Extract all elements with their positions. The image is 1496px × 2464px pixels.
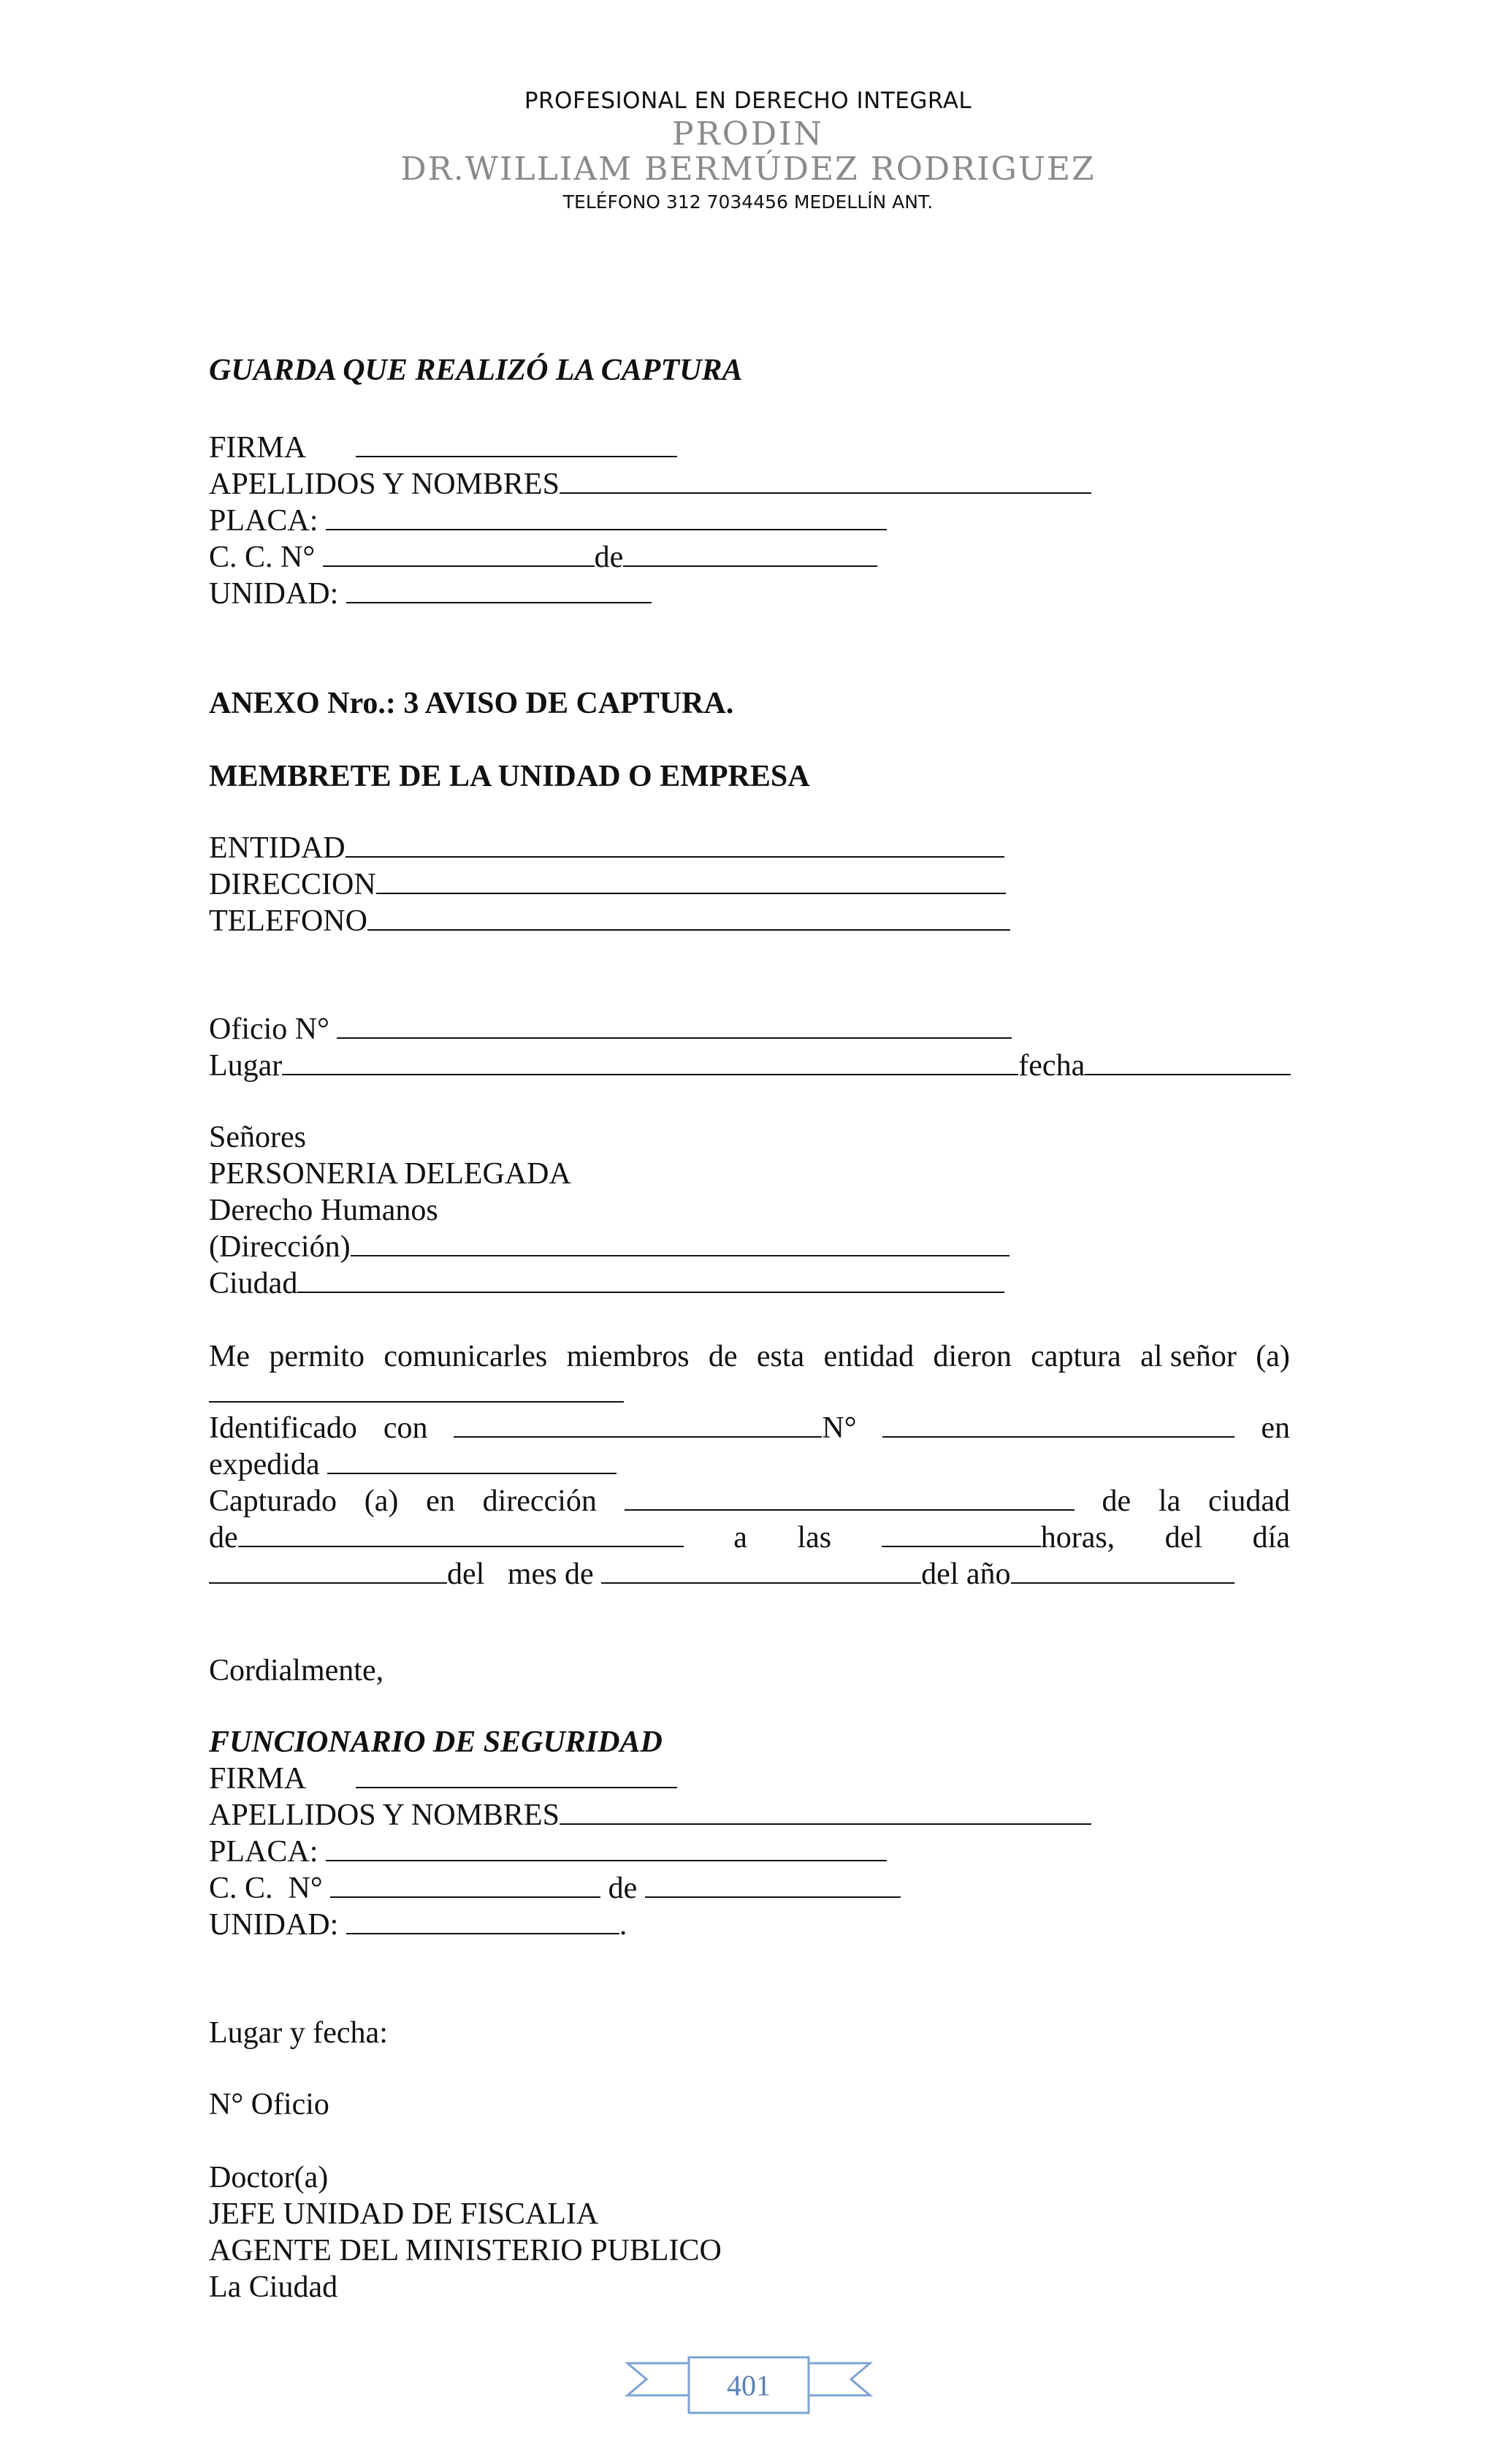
en-label: en	[1261, 1411, 1290, 1445]
del-ano-label: del año	[921, 1557, 1011, 1591]
func-unidad-period: .	[619, 1908, 627, 1942]
direccion-line	[209, 866, 1006, 903]
a-label: a	[733, 1521, 747, 1555]
cc-de-blank[interactable]	[623, 539, 877, 567]
unidad-blank[interactable]	[346, 576, 652, 603]
cc-de-label: de	[594, 541, 624, 574]
func-de-blank[interactable]	[645, 1870, 901, 1898]
las-label: las	[797, 1521, 832, 1555]
identificado-blank[interactable]	[454, 1410, 822, 1438]
word: permito	[269, 1340, 365, 1373]
body-senor-blank-line	[209, 1375, 624, 1411]
ciudad-label: ciudad	[1208, 1484, 1290, 1518]
mes-blank[interactable]	[601, 1556, 921, 1584]
capturado-direccion-label: dirección	[482, 1484, 597, 1518]
firma-label: FIRMA	[209, 431, 307, 465]
entidad-blank[interactable]	[346, 830, 1004, 858]
func-firma-blank[interactable]	[356, 1761, 677, 1788]
telefono-line	[209, 903, 1010, 939]
func-apellidos-blank[interactable]	[560, 1797, 1091, 1825]
senores-text: Señores	[209, 1121, 306, 1154]
capturado-en-label: en	[426, 1484, 455, 1518]
body-line-identificado	[209, 1410, 1290, 1446]
func-unidad-label: UNIDAD:	[209, 1908, 339, 1942]
de2-label: de	[209, 1521, 238, 1555]
del-mes-de-label: del mes de	[447, 1557, 594, 1591]
guarda-placa-line	[209, 503, 887, 539]
placa-label: PLACA:	[209, 504, 318, 538]
lugar-y-fecha-text: Lugar y fecha:	[209, 2016, 388, 2050]
membrete-heading: MEMBRETE DE LA UNIDAD O EMPRESA	[209, 760, 810, 793]
funcionario-heading: FUNCIONARIO DE SEGURIDAD	[209, 1725, 663, 1759]
word: (a)	[1256, 1340, 1290, 1373]
cc-label: C. C. N°	[209, 541, 316, 574]
word: esta	[756, 1340, 805, 1373]
func-placa-blank[interactable]	[326, 1834, 887, 1861]
cordialmente-text: Cordialmente,	[209, 1654, 384, 1687]
la-ciudad-text: La Ciudad	[209, 2270, 338, 2304]
expedida-blank[interactable]	[327, 1446, 617, 1474]
oficio-label: Oficio N°	[209, 1012, 329, 1046]
direccion-label: DIRECCION	[209, 868, 376, 901]
firma-blank[interactable]	[356, 430, 677, 457]
func-apellidos-label: APELLIDOS Y NOMBRES	[209, 1799, 560, 1832]
func-placa-line	[209, 1834, 887, 1870]
direccion-blank[interactable]	[376, 866, 1006, 894]
personeria-text: PERSONERIA DELEGADA	[209, 1157, 571, 1191]
numero-oficio-text: N° Oficio	[209, 2088, 329, 2121]
lugar-label: Lugar	[209, 1049, 283, 1083]
lugar-fecha-line	[209, 1048, 1291, 1084]
body-line-expedida	[209, 1446, 617, 1483]
dia-blank[interactable]	[209, 1556, 447, 1584]
fecha-blank[interactable]	[1085, 1048, 1291, 1075]
capturado-a-label: (a)	[364, 1484, 399, 1518]
guarda-firma-line	[209, 430, 677, 466]
capturado-label: Capturado	[209, 1484, 337, 1518]
body-line-1	[209, 1338, 1290, 1375]
oficio-blank[interactable]	[337, 1011, 1012, 1039]
ciudad-blank[interactable]	[238, 1519, 684, 1547]
word: dieron	[933, 1340, 1012, 1373]
func-cc-label: C. C. N°	[209, 1872, 323, 1905]
doctor-text: Doctor(a)	[209, 2161, 329, 2194]
func-cc-blank[interactable]	[330, 1870, 600, 1898]
placa-blank[interactable]	[326, 503, 887, 530]
del-label: del	[1164, 1521, 1203, 1555]
word: miembros	[566, 1340, 690, 1373]
horas-label: horas,	[1040, 1521, 1115, 1555]
ano-blank[interactable]	[1011, 1556, 1234, 1584]
entidad-line	[209, 830, 1004, 866]
body-line-capturado	[209, 1483, 1290, 1519]
con-label: con	[383, 1411, 428, 1445]
senor-blank[interactable]	[209, 1375, 624, 1403]
func-unidad-blank[interactable]	[346, 1907, 619, 1934]
dest-ciudad-line	[209, 1265, 1004, 1302]
word: Me	[209, 1340, 250, 1373]
word: al señor	[1140, 1340, 1237, 1373]
dest-direccion-blank[interactable]	[351, 1229, 1010, 1256]
header-acronym: PRODIN	[672, 115, 824, 153]
telefono-blank[interactable]	[367, 903, 1010, 931]
header-firm-name: PROFESIONAL EN DERECHO INTEGRAL	[524, 88, 972, 114]
func-placa-label: PLACA:	[209, 1835, 318, 1869]
func-apellidos-line	[209, 1797, 1091, 1834]
word: comunicarles	[383, 1340, 548, 1373]
dest-ciudad-label: Ciudad	[209, 1267, 298, 1300]
agente-ministerio-text: AGENTE DEL MINISTERIO PUBLICO	[209, 2234, 722, 2267]
oficio-line	[209, 1011, 1012, 1048]
capturado-direccion-blank[interactable]	[625, 1483, 1075, 1511]
dia-label: día	[1252, 1521, 1290, 1555]
word: captura	[1031, 1340, 1121, 1373]
func-unidad-line	[209, 1907, 627, 1943]
word: entidad	[823, 1340, 915, 1373]
func-firma-label: FIRMA	[209, 1762, 307, 1796]
fecha-label: fecha	[1018, 1049, 1085, 1083]
body-line-mes	[209, 1556, 1234, 1593]
guarda-apellidos-line	[209, 466, 1091, 503]
header-lawyer-name: DR.WILLIAM BERMÚDEZ RODRIGUEZ	[400, 150, 1096, 188]
cc-blank[interactable]	[323, 539, 595, 567]
expedida-label: expedida	[209, 1448, 320, 1481]
dest-direccion-line	[209, 1229, 1010, 1265]
func-firma-line	[209, 1761, 677, 1797]
page-number: 401	[727, 2369, 771, 2402]
word: de	[708, 1340, 738, 1373]
numero-label: N°	[822, 1411, 857, 1445]
identificado-label: Identificado	[209, 1411, 357, 1445]
derecho-humanos-text: Derecho Humanos	[209, 1194, 438, 1227]
guarda-unidad-line	[209, 576, 652, 612]
dest-direccion-label: (Dirección)	[209, 1230, 351, 1264]
numero-blank[interactable]	[882, 1410, 1234, 1438]
la-label: la	[1158, 1484, 1181, 1518]
apellidos-blank[interactable]	[560, 466, 1091, 494]
dest-ciudad-blank[interactable]	[297, 1265, 1004, 1293]
guarda-heading: GUARDA QUE REALIZÓ LA CAPTURA	[209, 354, 743, 387]
body-line-de	[209, 1519, 1290, 1556]
unidad-label: UNIDAD:	[209, 577, 339, 611]
anexo-title: ANEXO Nro.: 3 AVISO DE CAPTURA.	[209, 687, 734, 720]
apellidos-label: APELLIDOS Y NOMBRES	[209, 468, 560, 501]
header-phone: TELÉFONO 312 7034456 MEDELLÍN ANT.	[562, 191, 934, 213]
entidad-label: ENTIDAD	[209, 831, 346, 865]
telefono-label: TELEFONO	[209, 904, 367, 938]
func-de-label: de	[608, 1872, 638, 1905]
func-cc-line	[209, 1870, 901, 1907]
jefe-unidad-text: JEFE UNIDAD DE FISCALIA	[209, 2197, 599, 2231]
horas-blank[interactable]	[882, 1519, 1041, 1547]
guarda-cc-line	[209, 539, 877, 576]
de-la-label: de	[1102, 1484, 1131, 1518]
lugar-blank[interactable]	[282, 1048, 1018, 1075]
